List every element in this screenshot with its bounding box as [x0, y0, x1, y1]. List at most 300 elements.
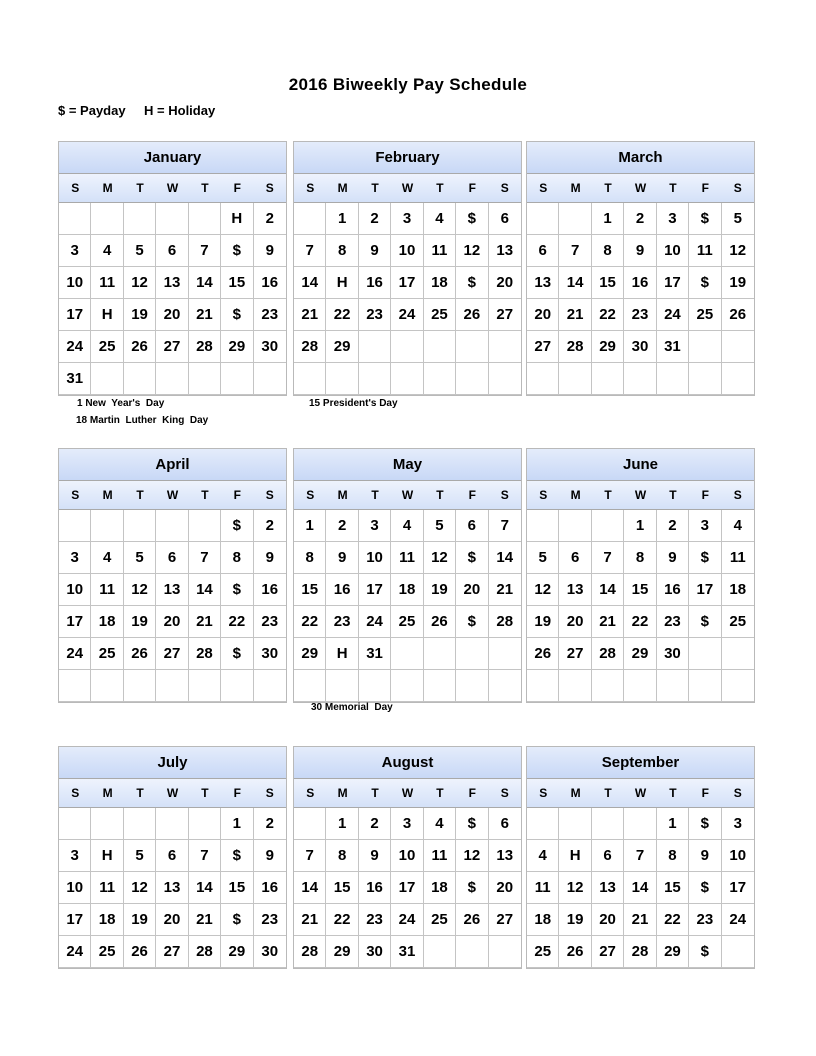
- day-cell: [689, 638, 721, 670]
- day-cell: 26: [456, 299, 488, 331]
- weekday-label: W: [401, 488, 414, 502]
- weekday-header: [527, 174, 754, 203]
- day-cell: 20: [156, 904, 188, 936]
- month-august: [293, 746, 522, 969]
- day-cell: 24: [59, 638, 91, 670]
- note-february: 15 President's Day: [309, 398, 398, 409]
- day-cell: 11: [391, 542, 423, 574]
- weekday-label: T: [371, 488, 379, 502]
- day-cell: 17: [359, 574, 391, 606]
- day-cell: 30: [254, 638, 286, 670]
- day-cell: 12: [456, 235, 488, 267]
- day-cell: 2: [657, 510, 689, 542]
- day-cell: 5: [124, 840, 156, 872]
- day-cell: 5: [124, 235, 156, 267]
- day-cell: 14: [294, 872, 326, 904]
- day-cell: 7: [294, 840, 326, 872]
- day-cell: 4: [424, 203, 456, 235]
- day-cell: 25: [91, 331, 123, 363]
- day-cell: [592, 510, 624, 542]
- day-cell: 7: [294, 235, 326, 267]
- holiday-cell: H: [559, 840, 591, 872]
- day-cell: 25: [424, 904, 456, 936]
- day-cell: 31: [391, 936, 423, 968]
- day-cell: [59, 808, 91, 840]
- weekday-label: S: [306, 786, 315, 800]
- day-cell: [391, 670, 423, 702]
- day-cell: 25: [424, 299, 456, 331]
- payday-cell: $: [689, 203, 721, 235]
- holiday-cell: H: [326, 638, 358, 670]
- day-cell: 4: [391, 510, 423, 542]
- day-cell: 8: [326, 235, 358, 267]
- day-cell: 17: [689, 574, 721, 606]
- day-cell: 13: [559, 574, 591, 606]
- day-cell: 29: [657, 936, 689, 968]
- weekday-label: T: [669, 488, 677, 502]
- weekday-label: M: [102, 488, 113, 502]
- day-cell: [59, 670, 91, 702]
- day-cell: [489, 670, 521, 702]
- day-cell: 22: [592, 299, 624, 331]
- day-cell: 17: [59, 904, 91, 936]
- day-cell: 15: [657, 872, 689, 904]
- day-cell: [124, 510, 156, 542]
- day-cell: 6: [489, 808, 521, 840]
- day-cell: [156, 510, 188, 542]
- weekday-label: T: [436, 786, 444, 800]
- day-cell: 15: [326, 872, 358, 904]
- day-cell: [221, 363, 253, 395]
- day-cell: 25: [527, 936, 559, 968]
- day-cell: [391, 363, 423, 395]
- weekday-label: T: [669, 181, 677, 195]
- day-cell: [91, 808, 123, 840]
- weekday-label: M: [570, 786, 581, 800]
- day-cell: 25: [689, 299, 721, 331]
- weekday-label: T: [436, 488, 444, 502]
- weekday-label: S: [539, 786, 548, 800]
- day-cell: 23: [624, 299, 656, 331]
- page-title: 2016 Biweekly Pay Schedule: [288, 75, 528, 94]
- weekday-label: M: [337, 488, 348, 502]
- weekday-label: T: [371, 786, 379, 800]
- day-cell: 12: [456, 840, 488, 872]
- weekday-label: S: [539, 181, 548, 195]
- day-cell: 27: [156, 936, 188, 968]
- day-cell: 14: [592, 574, 624, 606]
- day-cell: 3: [657, 203, 689, 235]
- month-title: May: [294, 449, 521, 481]
- payday-cell: $: [221, 574, 253, 606]
- weekday-label: T: [436, 181, 444, 195]
- day-cell: [156, 203, 188, 235]
- day-cell: 10: [391, 840, 423, 872]
- day-cell: 31: [657, 331, 689, 363]
- weekday-label: F: [233, 488, 242, 502]
- day-cell: 28: [294, 331, 326, 363]
- weekday-label: W: [166, 786, 179, 800]
- weekday-label: S: [265, 181, 274, 195]
- day-cell: 15: [221, 267, 253, 299]
- day-cell: 23: [254, 299, 286, 331]
- day-cell: 30: [254, 936, 286, 968]
- day-cell: 14: [294, 267, 326, 299]
- day-cell: 7: [592, 542, 624, 574]
- day-cell: [156, 670, 188, 702]
- day-cell: 23: [657, 606, 689, 638]
- weekday-header: [59, 481, 286, 510]
- day-cell: [624, 808, 656, 840]
- day-cell: 27: [527, 331, 559, 363]
- day-cell: 3: [722, 808, 754, 840]
- weekday-label: S: [733, 786, 742, 800]
- day-cell: 8: [624, 542, 656, 574]
- day-cell: 20: [456, 574, 488, 606]
- payday-cell: $: [689, 267, 721, 299]
- day-cell: 24: [59, 331, 91, 363]
- day-cell: 2: [254, 808, 286, 840]
- day-cell: 12: [527, 574, 559, 606]
- day-cell: [424, 363, 456, 395]
- weekday-label: T: [201, 786, 209, 800]
- day-cell: [559, 203, 591, 235]
- day-cell: 18: [424, 267, 456, 299]
- day-cell: 6: [592, 840, 624, 872]
- day-cell: 26: [124, 936, 156, 968]
- day-cell: 2: [359, 808, 391, 840]
- day-cell: [294, 670, 326, 702]
- day-cell: [91, 203, 123, 235]
- day-cell: [124, 670, 156, 702]
- day-cell: 9: [254, 235, 286, 267]
- weekday-label: S: [71, 488, 80, 502]
- day-cell: 2: [359, 203, 391, 235]
- day-cell: 11: [91, 574, 123, 606]
- day-cell: [326, 363, 358, 395]
- day-cell: 28: [559, 331, 591, 363]
- weekday-label: W: [401, 181, 414, 195]
- day-cell: 13: [156, 872, 188, 904]
- day-cell: 10: [657, 235, 689, 267]
- day-cell: 11: [722, 542, 754, 574]
- day-cell: 27: [156, 638, 188, 670]
- day-cell: 9: [359, 235, 391, 267]
- day-cell: 16: [254, 267, 286, 299]
- day-cell: 7: [189, 840, 221, 872]
- weekday-label: S: [265, 786, 274, 800]
- day-cell: 8: [221, 542, 253, 574]
- day-cell: 19: [527, 606, 559, 638]
- day-cell: 10: [391, 235, 423, 267]
- weekday-label: T: [136, 181, 144, 195]
- day-cell: 1: [294, 510, 326, 542]
- day-cell: 30: [657, 638, 689, 670]
- day-cell: 29: [294, 638, 326, 670]
- month-july: [58, 746, 287, 969]
- day-grid: [527, 203, 754, 395]
- payday-cell: $: [689, 542, 721, 574]
- day-cell: [189, 203, 221, 235]
- weekday-label: T: [136, 488, 144, 502]
- day-cell: 2: [254, 510, 286, 542]
- day-cell: [527, 670, 559, 702]
- day-cell: 21: [592, 606, 624, 638]
- weekday-label: W: [634, 488, 647, 502]
- day-cell: 18: [91, 904, 123, 936]
- payday-cell: $: [689, 936, 721, 968]
- day-cell: [722, 331, 754, 363]
- day-cell: 14: [189, 872, 221, 904]
- weekday-header: [294, 481, 521, 510]
- day-cell: [59, 510, 91, 542]
- day-cell: [559, 363, 591, 395]
- day-cell: 18: [424, 872, 456, 904]
- day-cell: 12: [559, 872, 591, 904]
- day-cell: [527, 203, 559, 235]
- day-cell: 26: [456, 904, 488, 936]
- day-cell: [189, 808, 221, 840]
- weekday-label: S: [306, 181, 315, 195]
- day-cell: [592, 670, 624, 702]
- day-cell: [527, 808, 559, 840]
- day-cell: 5: [424, 510, 456, 542]
- weekday-label: S: [500, 181, 509, 195]
- day-cell: 31: [59, 363, 91, 395]
- legend-payday: $ = Payday: [58, 103, 126, 118]
- holiday-cell: H: [326, 267, 358, 299]
- day-cell: 17: [722, 872, 754, 904]
- day-cell: [189, 670, 221, 702]
- day-cell: 18: [527, 904, 559, 936]
- day-cell: 28: [189, 936, 221, 968]
- day-cell: 4: [722, 510, 754, 542]
- day-cell: [189, 510, 221, 542]
- month-title: April: [59, 449, 286, 481]
- day-cell: [91, 363, 123, 395]
- day-cell: 23: [689, 904, 721, 936]
- payday-cell: $: [456, 872, 488, 904]
- month-march: [526, 141, 755, 396]
- day-cell: 8: [657, 840, 689, 872]
- weekday-header: [527, 779, 754, 808]
- day-cell: 20: [527, 299, 559, 331]
- day-cell: 23: [254, 606, 286, 638]
- weekday-label: F: [233, 181, 242, 195]
- day-cell: 20: [559, 606, 591, 638]
- payday-cell: $: [456, 606, 488, 638]
- payday-cell: $: [689, 606, 721, 638]
- day-cell: 14: [189, 267, 221, 299]
- month-february: [293, 141, 522, 396]
- day-cell: 1: [326, 808, 358, 840]
- day-cell: 3: [359, 510, 391, 542]
- weekday-label: F: [468, 181, 477, 195]
- day-cell: 18: [722, 574, 754, 606]
- day-cell: 12: [424, 542, 456, 574]
- weekday-header: [59, 174, 286, 203]
- holiday-cell: H: [91, 299, 123, 331]
- day-cell: 21: [489, 574, 521, 606]
- day-cell: [559, 808, 591, 840]
- day-cell: [657, 363, 689, 395]
- day-cell: 14: [489, 542, 521, 574]
- day-cell: 15: [624, 574, 656, 606]
- day-cell: 28: [294, 936, 326, 968]
- day-cell: 13: [156, 574, 188, 606]
- day-cell: [657, 670, 689, 702]
- day-cell: [91, 510, 123, 542]
- day-cell: 6: [527, 235, 559, 267]
- weekday-header: [59, 779, 286, 808]
- day-cell: 3: [391, 203, 423, 235]
- day-cell: 18: [391, 574, 423, 606]
- weekday-label: S: [539, 488, 548, 502]
- day-cell: 13: [489, 235, 521, 267]
- day-cell: 24: [722, 904, 754, 936]
- day-cell: 11: [527, 872, 559, 904]
- day-cell: 23: [359, 299, 391, 331]
- payday-cell: $: [456, 808, 488, 840]
- day-cell: 23: [254, 904, 286, 936]
- day-cell: [391, 331, 423, 363]
- day-cell: 16: [359, 872, 391, 904]
- day-cell: 21: [624, 904, 656, 936]
- day-cell: 7: [624, 840, 656, 872]
- day-cell: 21: [294, 299, 326, 331]
- day-cell: 7: [189, 542, 221, 574]
- day-cell: 30: [624, 331, 656, 363]
- day-cell: [189, 363, 221, 395]
- day-cell: 6: [559, 542, 591, 574]
- day-cell: 10: [59, 267, 91, 299]
- weekday-label: T: [136, 786, 144, 800]
- day-cell: 17: [391, 267, 423, 299]
- day-cell: 22: [624, 606, 656, 638]
- holiday-cell: H: [91, 840, 123, 872]
- day-cell: 26: [527, 638, 559, 670]
- weekday-label: M: [102, 786, 113, 800]
- day-cell: [456, 936, 488, 968]
- day-cell: 22: [221, 606, 253, 638]
- day-cell: 1: [221, 808, 253, 840]
- day-grid: [527, 510, 754, 702]
- day-cell: 25: [391, 606, 423, 638]
- day-cell: 13: [489, 840, 521, 872]
- weekday-label: S: [306, 488, 315, 502]
- day-cell: 2: [254, 203, 286, 235]
- weekday-label: W: [634, 181, 647, 195]
- month-title: January: [59, 142, 286, 174]
- day-cell: [326, 670, 358, 702]
- day-cell: 4: [91, 235, 123, 267]
- day-cell: 22: [657, 904, 689, 936]
- payday-cell: $: [456, 542, 488, 574]
- day-cell: 25: [91, 936, 123, 968]
- day-cell: 19: [124, 904, 156, 936]
- day-cell: [722, 363, 754, 395]
- day-cell: 14: [189, 574, 221, 606]
- day-cell: [722, 670, 754, 702]
- day-cell: [254, 363, 286, 395]
- day-cell: [456, 363, 488, 395]
- month-title: March: [527, 142, 754, 174]
- day-cell: 28: [489, 606, 521, 638]
- weekday-label: F: [701, 488, 710, 502]
- weekday-label: T: [604, 786, 612, 800]
- weekday-label: S: [500, 488, 509, 502]
- day-cell: [456, 331, 488, 363]
- day-cell: [489, 936, 521, 968]
- payday-cell: $: [689, 872, 721, 904]
- day-cell: 6: [156, 542, 188, 574]
- day-cell: 19: [124, 606, 156, 638]
- day-cell: [254, 670, 286, 702]
- weekday-label: T: [201, 181, 209, 195]
- day-cell: 6: [456, 510, 488, 542]
- month-title: July: [59, 747, 286, 779]
- day-cell: 9: [254, 542, 286, 574]
- day-cell: 20: [156, 606, 188, 638]
- day-cell: [559, 510, 591, 542]
- day-cell: [689, 363, 721, 395]
- day-cell: 3: [59, 235, 91, 267]
- day-cell: 14: [624, 872, 656, 904]
- holiday-cell: H: [221, 203, 253, 235]
- day-cell: [559, 670, 591, 702]
- weekday-label: S: [733, 181, 742, 195]
- day-cell: 8: [326, 840, 358, 872]
- day-cell: 27: [489, 904, 521, 936]
- day-cell: 13: [592, 872, 624, 904]
- month-title: August: [294, 747, 521, 779]
- day-cell: [156, 808, 188, 840]
- payday-cell: $: [456, 203, 488, 235]
- day-grid: [294, 808, 521, 968]
- day-cell: 13: [156, 267, 188, 299]
- weekday-label: W: [634, 786, 647, 800]
- day-cell: 26: [124, 331, 156, 363]
- day-cell: 12: [124, 574, 156, 606]
- day-cell: 6: [156, 235, 188, 267]
- day-grid: [59, 808, 286, 968]
- weekday-label: S: [733, 488, 742, 502]
- day-cell: [424, 670, 456, 702]
- day-cell: [359, 331, 391, 363]
- day-cell: [221, 670, 253, 702]
- day-cell: 10: [59, 574, 91, 606]
- day-cell: 27: [156, 331, 188, 363]
- month-title: September: [527, 747, 754, 779]
- day-cell: [359, 363, 391, 395]
- day-cell: 22: [326, 904, 358, 936]
- day-cell: 9: [657, 542, 689, 574]
- note-january-1: 1 New Year's Day: [77, 398, 165, 409]
- month-april: [58, 448, 287, 703]
- day-cell: [124, 203, 156, 235]
- day-cell: [124, 363, 156, 395]
- day-cell: 23: [326, 606, 358, 638]
- day-cell: [124, 808, 156, 840]
- month-september: [526, 746, 755, 969]
- day-cell: [489, 638, 521, 670]
- weekday-label: S: [500, 786, 509, 800]
- day-cell: 21: [294, 904, 326, 936]
- day-cell: 5: [527, 542, 559, 574]
- day-cell: 9: [254, 840, 286, 872]
- day-cell: 15: [592, 267, 624, 299]
- day-cell: 1: [326, 203, 358, 235]
